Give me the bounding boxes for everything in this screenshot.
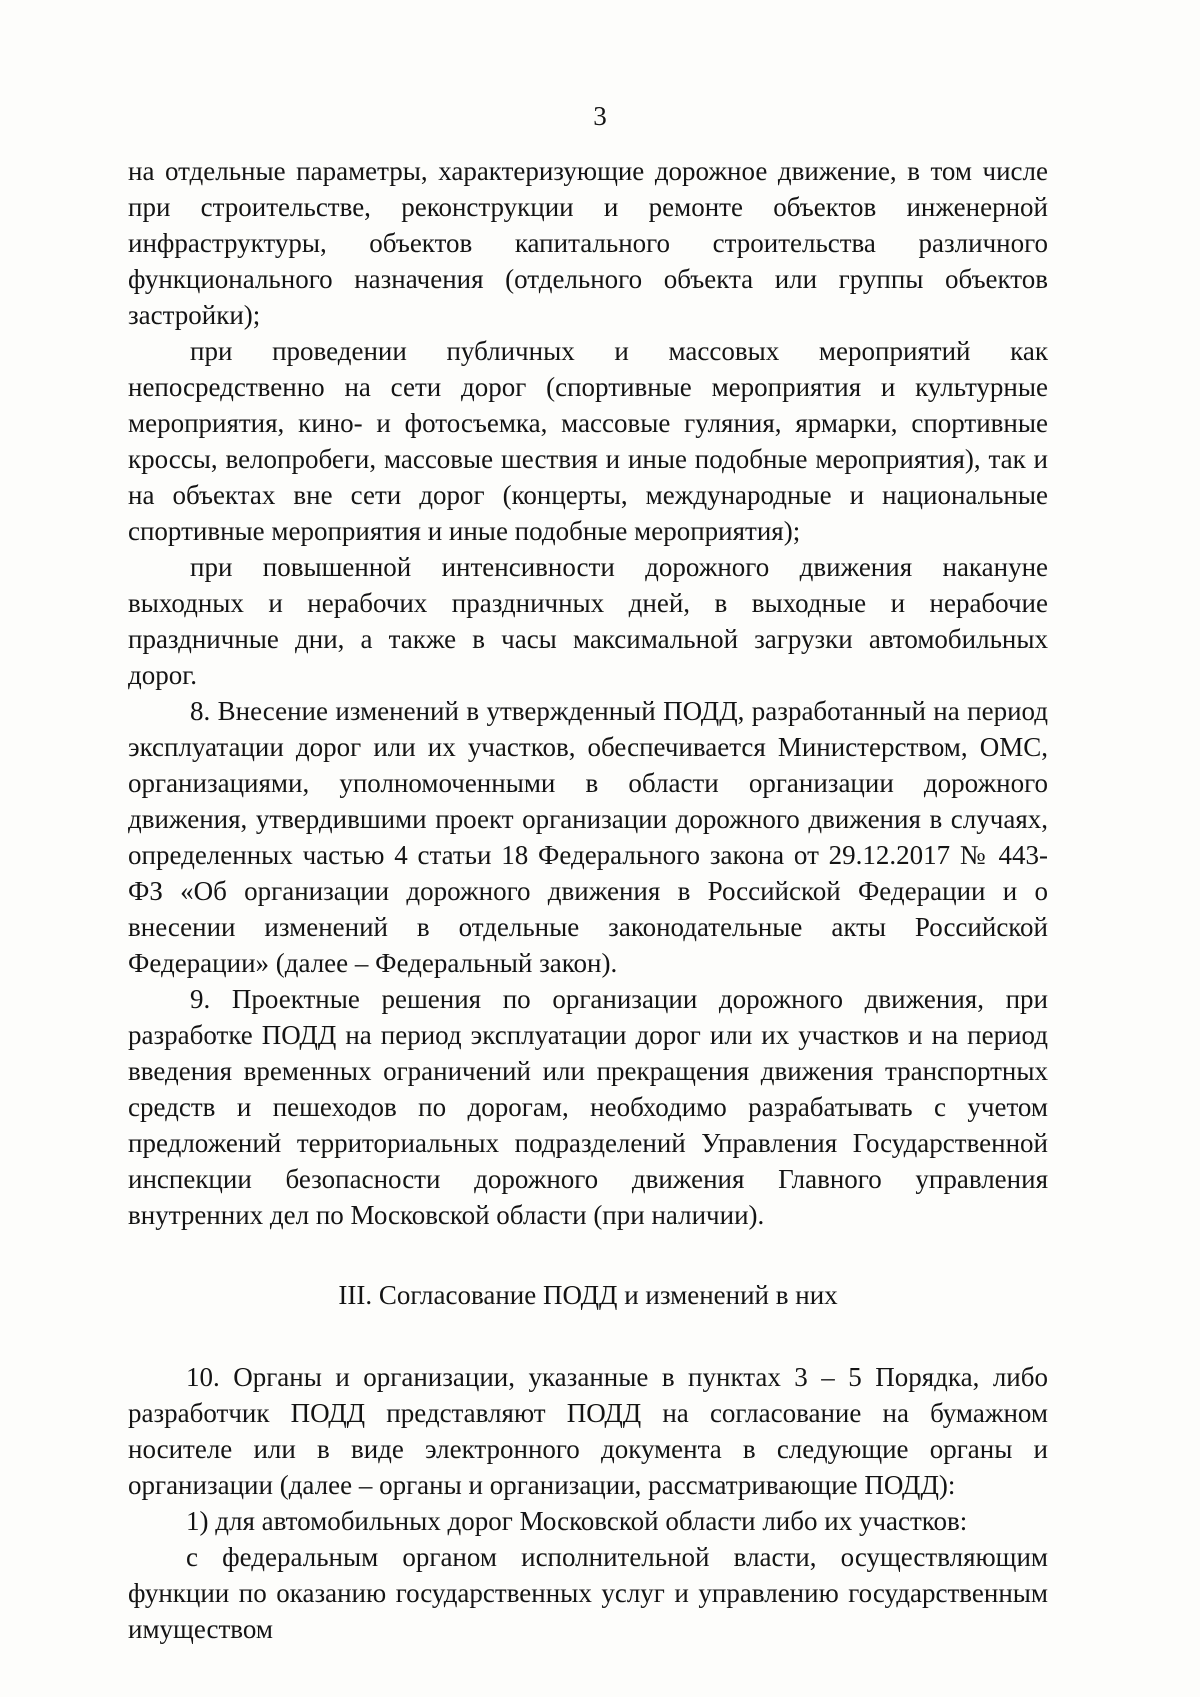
paragraph-item-9: 9. Проектные решения по организации дорожного движения, при разработке ПОДД на период эксплуатации дорог или их участков и на период введения временных ограничений или прекращения движения транспортных средств и пешеходов по дорогам, необходимо разрабатывать с учетом предложений территориальных подразделений Управления Государственной инспекции безопасности дорожного движения Главного управления внутренних дел по Московской области (при наличии). bbox=[128, 984, 1048, 1230]
paragraph-road-parameters: на отдельные параметры, характеризующие дорожное движение, в том числе при строительстве, реконструкции и ремонте объектов инженерной инфраструктуры, объектов капитального строительства различного функционального назначения (отдельного объекта или группы объектов застройки); bbox=[128, 156, 1048, 330]
paragraph-public-events: при проведении публичных и массовых мероприятий как непосредственно на сети дорог (спортивные мероприятия и культурные мероприятия, кино- и фотосъемка, массовые гуляния, ярмарки, спортивные кроссы, велопробеги, массовые шествия и иные подобные мероприятия), так и на объектах вне сети дорог (концерты, международные и национальные спортивные мероприятия и иные подобные мероприятия); bbox=[128, 336, 1048, 546]
paragraph-subitem-1: 1) для автомобильных дорог Московской области либо их участков: bbox=[186, 1506, 968, 1536]
document-body bbox=[128, 153, 1048, 1647]
paragraph-federal-authority: с федеральным органом исполнительной власти, осуществляющим функции по оказанию государственных услуг и управлению государственным имуществом bbox=[128, 1542, 1048, 1644]
paragraph-item-8: 8. Внесение изменений в утвержденный ПОДД, разработанный на период эксплуатации дорог или их участков, обеспечивается Министерством, ОМС, организациями, уполномоченными в области организации дорожного движения, утвердившими проект организации дорожного движения в случаях, определенных частью 4 статьи 18 Федерального закона от 29.12.2017 № 443-ФЗ «Об организации дорожного движения в Российской Федерации и о внесении изменений в отдельные законодательные акты Российской Федерации» (далее – Федеральный закон). bbox=[128, 696, 1048, 978]
page-number: 3 bbox=[593, 101, 607, 131]
paragraph-high-intensity: при повышенной интенсивности дорожного движения накануне выходных и нерабочих праздничных дней, в выходные и нерабочие праздничные дни, а также в часы максимальной загрузки автомобильных дорог. bbox=[128, 552, 1048, 690]
paragraph-item-10: 10. Органы и организации, указанные в пунктах 3 – 5 Порядка, либо разработчик ПОДД представляют ПОДД на согласование на бумажном носителе или в виде электронного документа в следующие органы и организации (далее – органы и организации, рассматривающие ПОДД): bbox=[128, 1362, 1048, 1500]
section-heading: III. Согласование ПОДД и изменений в них bbox=[338, 1280, 838, 1310]
